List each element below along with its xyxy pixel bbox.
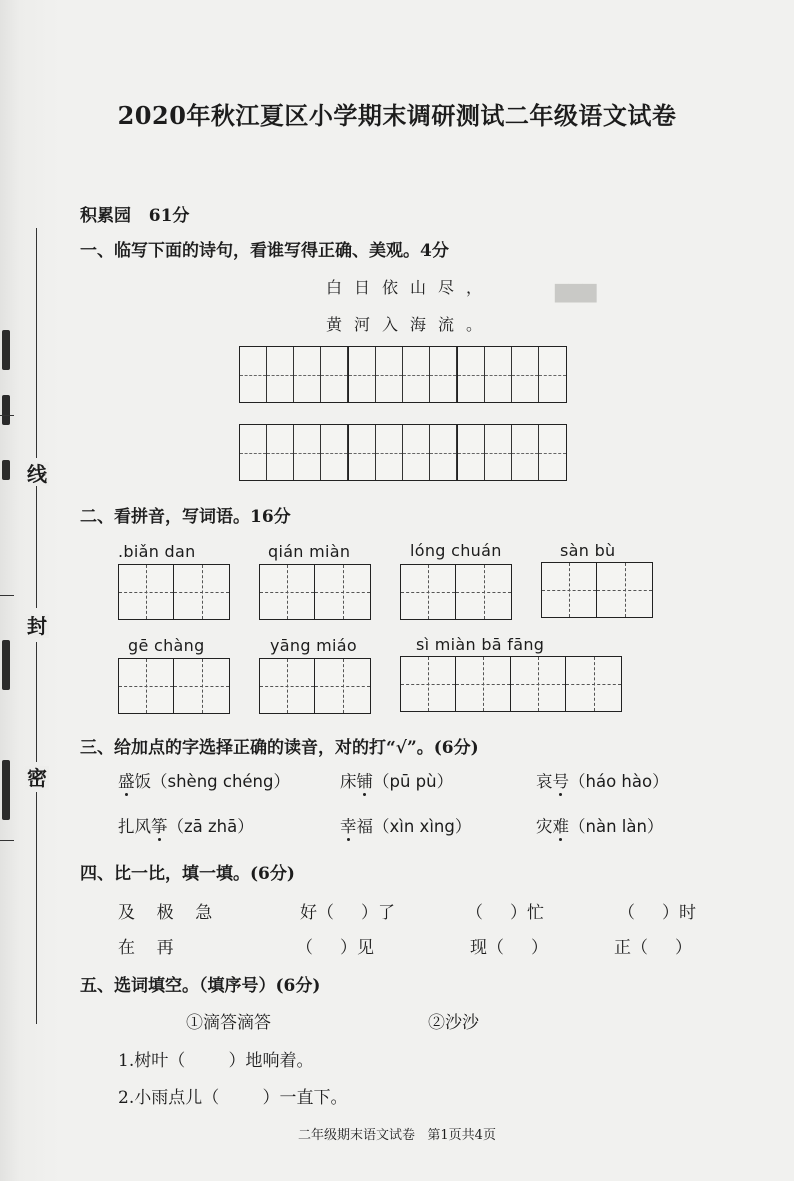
poem-line-1: 白日依山尽， bbox=[326, 278, 495, 297]
bleed-through-text: ▇▇▇ bbox=[555, 282, 597, 303]
pinyin-yang-miao: yāng miáo bbox=[270, 636, 357, 655]
pronunciation-item-3: 哀号（háo hào） bbox=[536, 772, 669, 791]
word-option-2: ②沙沙 bbox=[428, 1013, 479, 1033]
page-title: 2020年秋江夏区小学期末调研测试二年级语文试卷 bbox=[117, 101, 677, 130]
pronunciation-options[interactable]: （xìn xìng） bbox=[373, 817, 472, 836]
word-box-san-bu[interactable] bbox=[541, 562, 653, 618]
word-option-1: ①滴答滴答 bbox=[186, 1013, 271, 1033]
fill-blank[interactable]: （ ）见 bbox=[296, 938, 375, 958]
q5-heading: 五、选词填空。（填序号）(6分) bbox=[80, 976, 321, 996]
binding-strip bbox=[0, 0, 60, 1181]
fill-blank[interactable]: （ ）忙 bbox=[466, 903, 545, 923]
q1-heading: 一、临写下面的诗句，看谁写得正确、美观。4分 bbox=[80, 241, 449, 261]
dotted-char: 铺 bbox=[356, 772, 373, 791]
word-box-bian-dan[interactable] bbox=[118, 564, 230, 620]
sentence-blank-2[interactable]: 2.小雨点儿（ ）一直下。 bbox=[118, 1088, 348, 1108]
pinyin-bian-dan: .biǎn dan bbox=[118, 542, 196, 561]
accumulation-heading: 积累园 61分 bbox=[80, 206, 190, 226]
pronunciation-item-6: 灾难（nàn làn） bbox=[536, 817, 664, 836]
word-box-ge-chang[interactable] bbox=[118, 658, 230, 714]
q3-heading: 三、给加点的字选择正确的读音，对的打“√”。(6分) bbox=[80, 738, 479, 758]
dotted-char: 盛 bbox=[118, 772, 135, 791]
binding-word-xian: 线 bbox=[27, 462, 47, 486]
pinyin-qian-mian: qián miàn bbox=[268, 542, 351, 561]
dotted-char: 难 bbox=[552, 817, 569, 836]
pronunciation-options[interactable]: （háo hào） bbox=[569, 772, 669, 791]
word-box-yang-miao[interactable] bbox=[259, 658, 371, 714]
binding-word-feng: 封 bbox=[27, 614, 47, 638]
fill-blank[interactable]: 正（ ） bbox=[614, 938, 693, 958]
fill-blank[interactable]: （ ）时 bbox=[618, 903, 697, 923]
fill-blank[interactable]: 好（ ）了 bbox=[300, 903, 396, 923]
binding-line bbox=[36, 486, 37, 608]
word-box-qian-mian[interactable] bbox=[259, 564, 371, 620]
binding-line bbox=[36, 642, 37, 762]
pronunciation-options[interactable]: （shèng chéng） bbox=[151, 772, 290, 791]
binding-line bbox=[36, 228, 37, 458]
page-footer: 二年级期末语文试卷 第1页共4页 bbox=[298, 1128, 496, 1143]
pronunciation-item-4: 扎风筝（zā zhā） bbox=[118, 817, 254, 836]
pronunciation-options[interactable]: （nàn làn） bbox=[569, 817, 664, 836]
binding-line bbox=[36, 792, 37, 1024]
word-box-si-mian-ba-fang[interactable] bbox=[400, 656, 622, 712]
q4-heading: 四、比一比，填一填。(6分) bbox=[80, 864, 295, 884]
q2-heading: 二、看拼音，写词语。16分 bbox=[80, 507, 291, 527]
pinyin-ge-chang: gē chàng bbox=[128, 636, 205, 655]
compare-chars-row-2: 在 再 bbox=[118, 938, 174, 958]
sentence-blank-1[interactable]: 1.树叶（ ）地响着。 bbox=[118, 1051, 314, 1071]
word-box-long-chuan[interactable] bbox=[400, 564, 512, 620]
pronunciation-options[interactable]: （zā zhā） bbox=[167, 817, 254, 836]
pronunciation-item-1: 盛饭（shèng chéng） bbox=[118, 772, 290, 791]
dotted-char: 幸 bbox=[340, 817, 357, 836]
compare-chars-row-1: 及 极 急 bbox=[118, 903, 213, 923]
pinyin-long-chuan: lóng chuán bbox=[410, 541, 502, 560]
poem-line-2: 黄河入海流。 bbox=[326, 315, 495, 334]
pronunciation-item-2: 床铺（pū pù） bbox=[340, 772, 454, 791]
pinyin-san-bu: sàn bù bbox=[560, 541, 616, 560]
pinyin-si-mian-ba-fang: sì miàn bā fāng bbox=[416, 635, 545, 654]
dotted-char: 筝 bbox=[151, 817, 168, 836]
binding-word-mi: 密 bbox=[27, 766, 47, 790]
writing-grid-1[interactable] bbox=[239, 346, 567, 403]
writing-grid-2[interactable] bbox=[239, 424, 567, 481]
dotted-char: 号 bbox=[552, 772, 569, 791]
fill-blank[interactable]: 现（ ） bbox=[470, 938, 549, 958]
pronunciation-options[interactable]: （pū pù） bbox=[373, 772, 454, 791]
pronunciation-item-5: 幸福（xìn xìng） bbox=[340, 817, 472, 836]
